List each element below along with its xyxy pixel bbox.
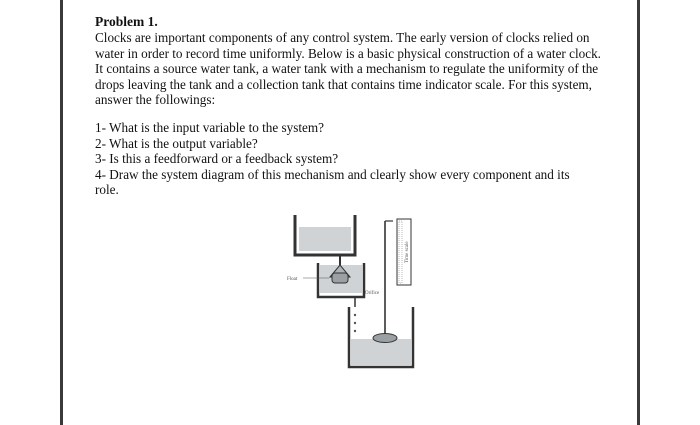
description-line: It contains a source water tank, a water tank with a mechanism to regulate the uniformity of the	[95, 61, 599, 77]
question-list	[95, 120, 617, 197]
description-line: answer the followings:	[95, 92, 216, 108]
problem-document	[95, 14, 617, 197]
water-drop	[354, 330, 356, 332]
collection-tank	[349, 307, 413, 367]
question-item: 2- What is the output variable?	[95, 135, 258, 151]
indicator-float	[373, 334, 397, 343]
problem-description	[95, 30, 617, 107]
water-drop	[354, 314, 356, 316]
source-tank	[295, 215, 355, 255]
water-clock-svg	[285, 207, 445, 372]
problem-title: Problem 1.	[95, 14, 158, 29]
description-line: drops leaving the tank and a collection tank that contains time indicator scale. For this system,	[95, 76, 592, 92]
water-clock-diagram	[285, 207, 445, 372]
time-scale	[397, 219, 411, 285]
description-line: Clocks are important components of any control system. The early version of clocks relied on	[95, 30, 590, 46]
time-scale-label: Time scale	[405, 241, 410, 263]
page-border-left	[60, 0, 63, 425]
float-icon	[332, 273, 348, 283]
regulating-tank	[318, 263, 364, 297]
water-drop	[354, 322, 356, 324]
orifice-label: Orifice	[365, 291, 380, 296]
float-label: Float	[287, 277, 298, 282]
question-item: 1- What is the input variable to the system?	[95, 120, 325, 136]
page-border-right	[637, 0, 640, 425]
question-item: 4- Draw the system diagram of this mechanism and clearly show every component and its	[95, 166, 570, 182]
question-item: role.	[95, 182, 119, 198]
question-item: 3- Is this a feedforward or a feedback system?	[95, 151, 339, 167]
description-line: water in order to record time uniformly. Below is a basic physical construction of a water clock.	[95, 45, 601, 61]
